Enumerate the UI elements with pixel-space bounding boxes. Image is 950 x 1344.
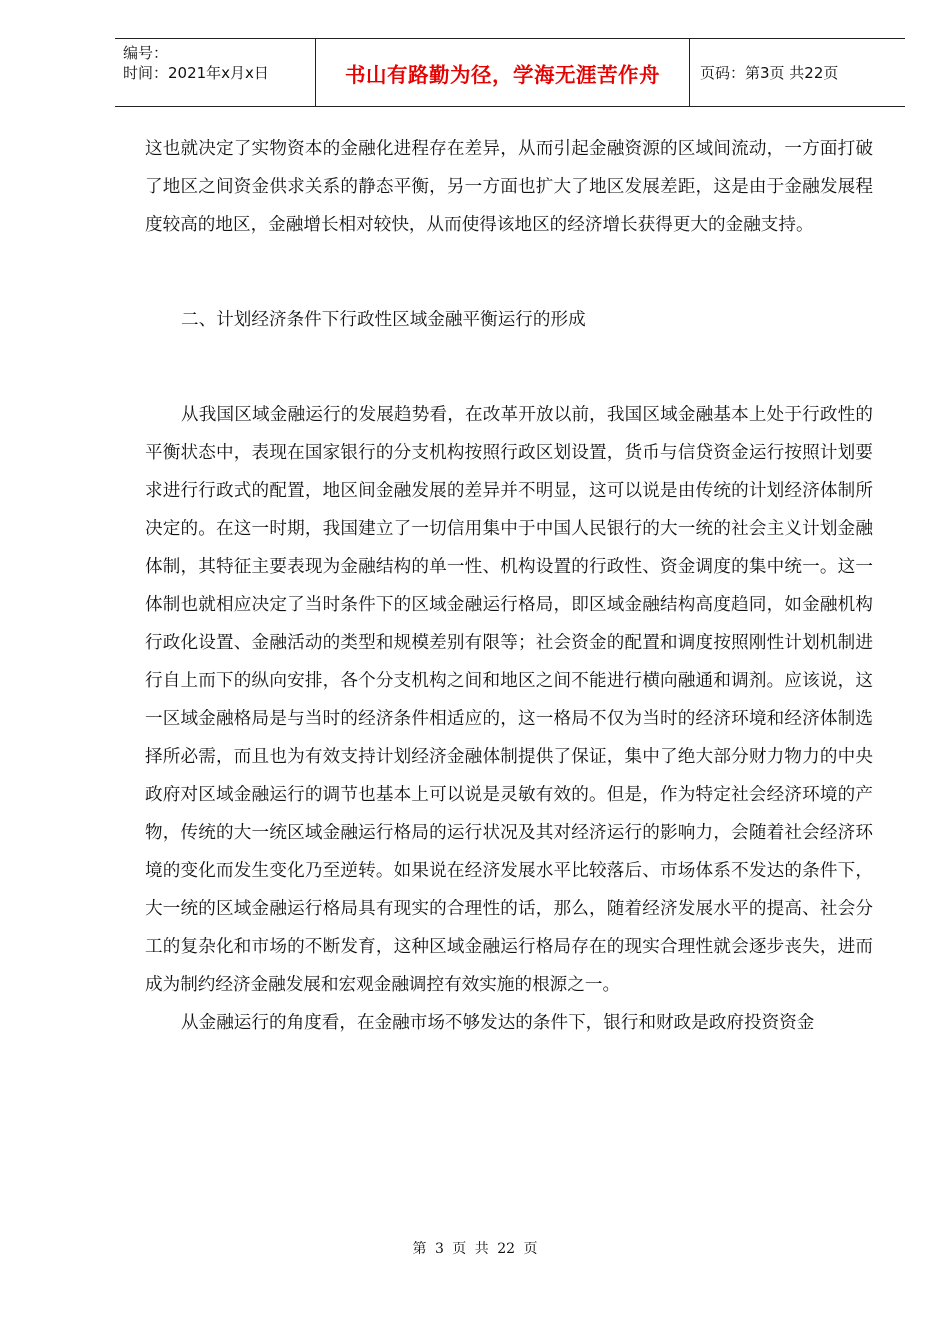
header-meta	[115, 39, 316, 106]
paragraph: 从金融运行的角度看，在金融市场不够发达的条件下，银行和财政是政府投资资金	[181, 1013, 815, 1033]
page-header	[115, 38, 905, 107]
header-page-cell	[690, 39, 905, 106]
header-motto: 书山有路勤为径，学海无涯苦作舟	[345, 62, 660, 87]
header-page-number: 页码：第3页 共22页	[700, 64, 839, 82]
document-body	[145, 130, 873, 1042]
page-footer: 第 3 页 共 22 页	[412, 1241, 538, 1257]
document-time-label: 时间：2021年x月x日	[123, 64, 269, 82]
section-heading: 二、计划经济条件下行政性区域金融平衡运行的形成	[181, 310, 586, 330]
paragraph: 从我国区域金融运行的发展趋势看，在改革开放以前，我国区域金融基本上处于行政性的平衡状态中，表现在国家银行的分支机构按照行政区划设置，货币与信贷资金运行按照计划要求进行行政式的配置，地区间金融发展的差异并不明显，这可以说是由传统的计划经济体制所决定的。在这一时期，我国建立了一切信用集中于中国人民银行的大一统的社会主义计划金融体制，其特征主要表现为金融结构的单一性、机构设置的行政性、资金调度的集中统一。这一体制也就相应决定了当时条件下的区域金融运行格局，即区域金融结构高度趋同，如金融机构行政化设置、金融活动的类型和规模差别有限等；社会资金的配置和调度按照刚性计划机制进行自上而下的纵向安排，各个分支机构之间和地区之间不能进行横向融通和调剂。应该说，这一区域金融格局是与当时的经济条件相适应的，这一格局不仅为当时的经济环境和经济体制选择所必需，而且也为有效支持计划经济金融体制提供了保证，集中了绝大部分财力物力的中央政府对区域金融运行的调节也基本上可以说是灵敏有效的。但是，作为特定社会经济环境的产物，传统的大一统区域金融运行格局的运行状况及其对经济运行的影响力，会随着社会经济环境的变化而发生变化乃至逆转。如果说在经济发展水平比较落后、市场体系不发达的条件下，大一统的区域金融运行格局具有现实的合理性的话，那么，随着经济发展水平的提高、社会分工的复杂化和市场的不断发育，这种区域金融运行格局存在的现实合理性就会逐步丧失，进而成为制约经济金融发展和宏观金融调控有效实施的根源之一。	[145, 405, 873, 995]
document-number-label: 编号：	[123, 44, 169, 62]
header-motto-cell	[316, 39, 690, 106]
paragraph-continued: 这也就决定了实物资本的金融化进程存在差异，从而引起金融资源的区域间流动，一方面打破了地区之间资金供求关系的静态平衡，另一方面也扩大了地区发展差距，这是由于金融发展程度较高的地区，金融增长相对较快，从而使得该地区的经济增长获得更大的金融支持。	[145, 139, 873, 235]
